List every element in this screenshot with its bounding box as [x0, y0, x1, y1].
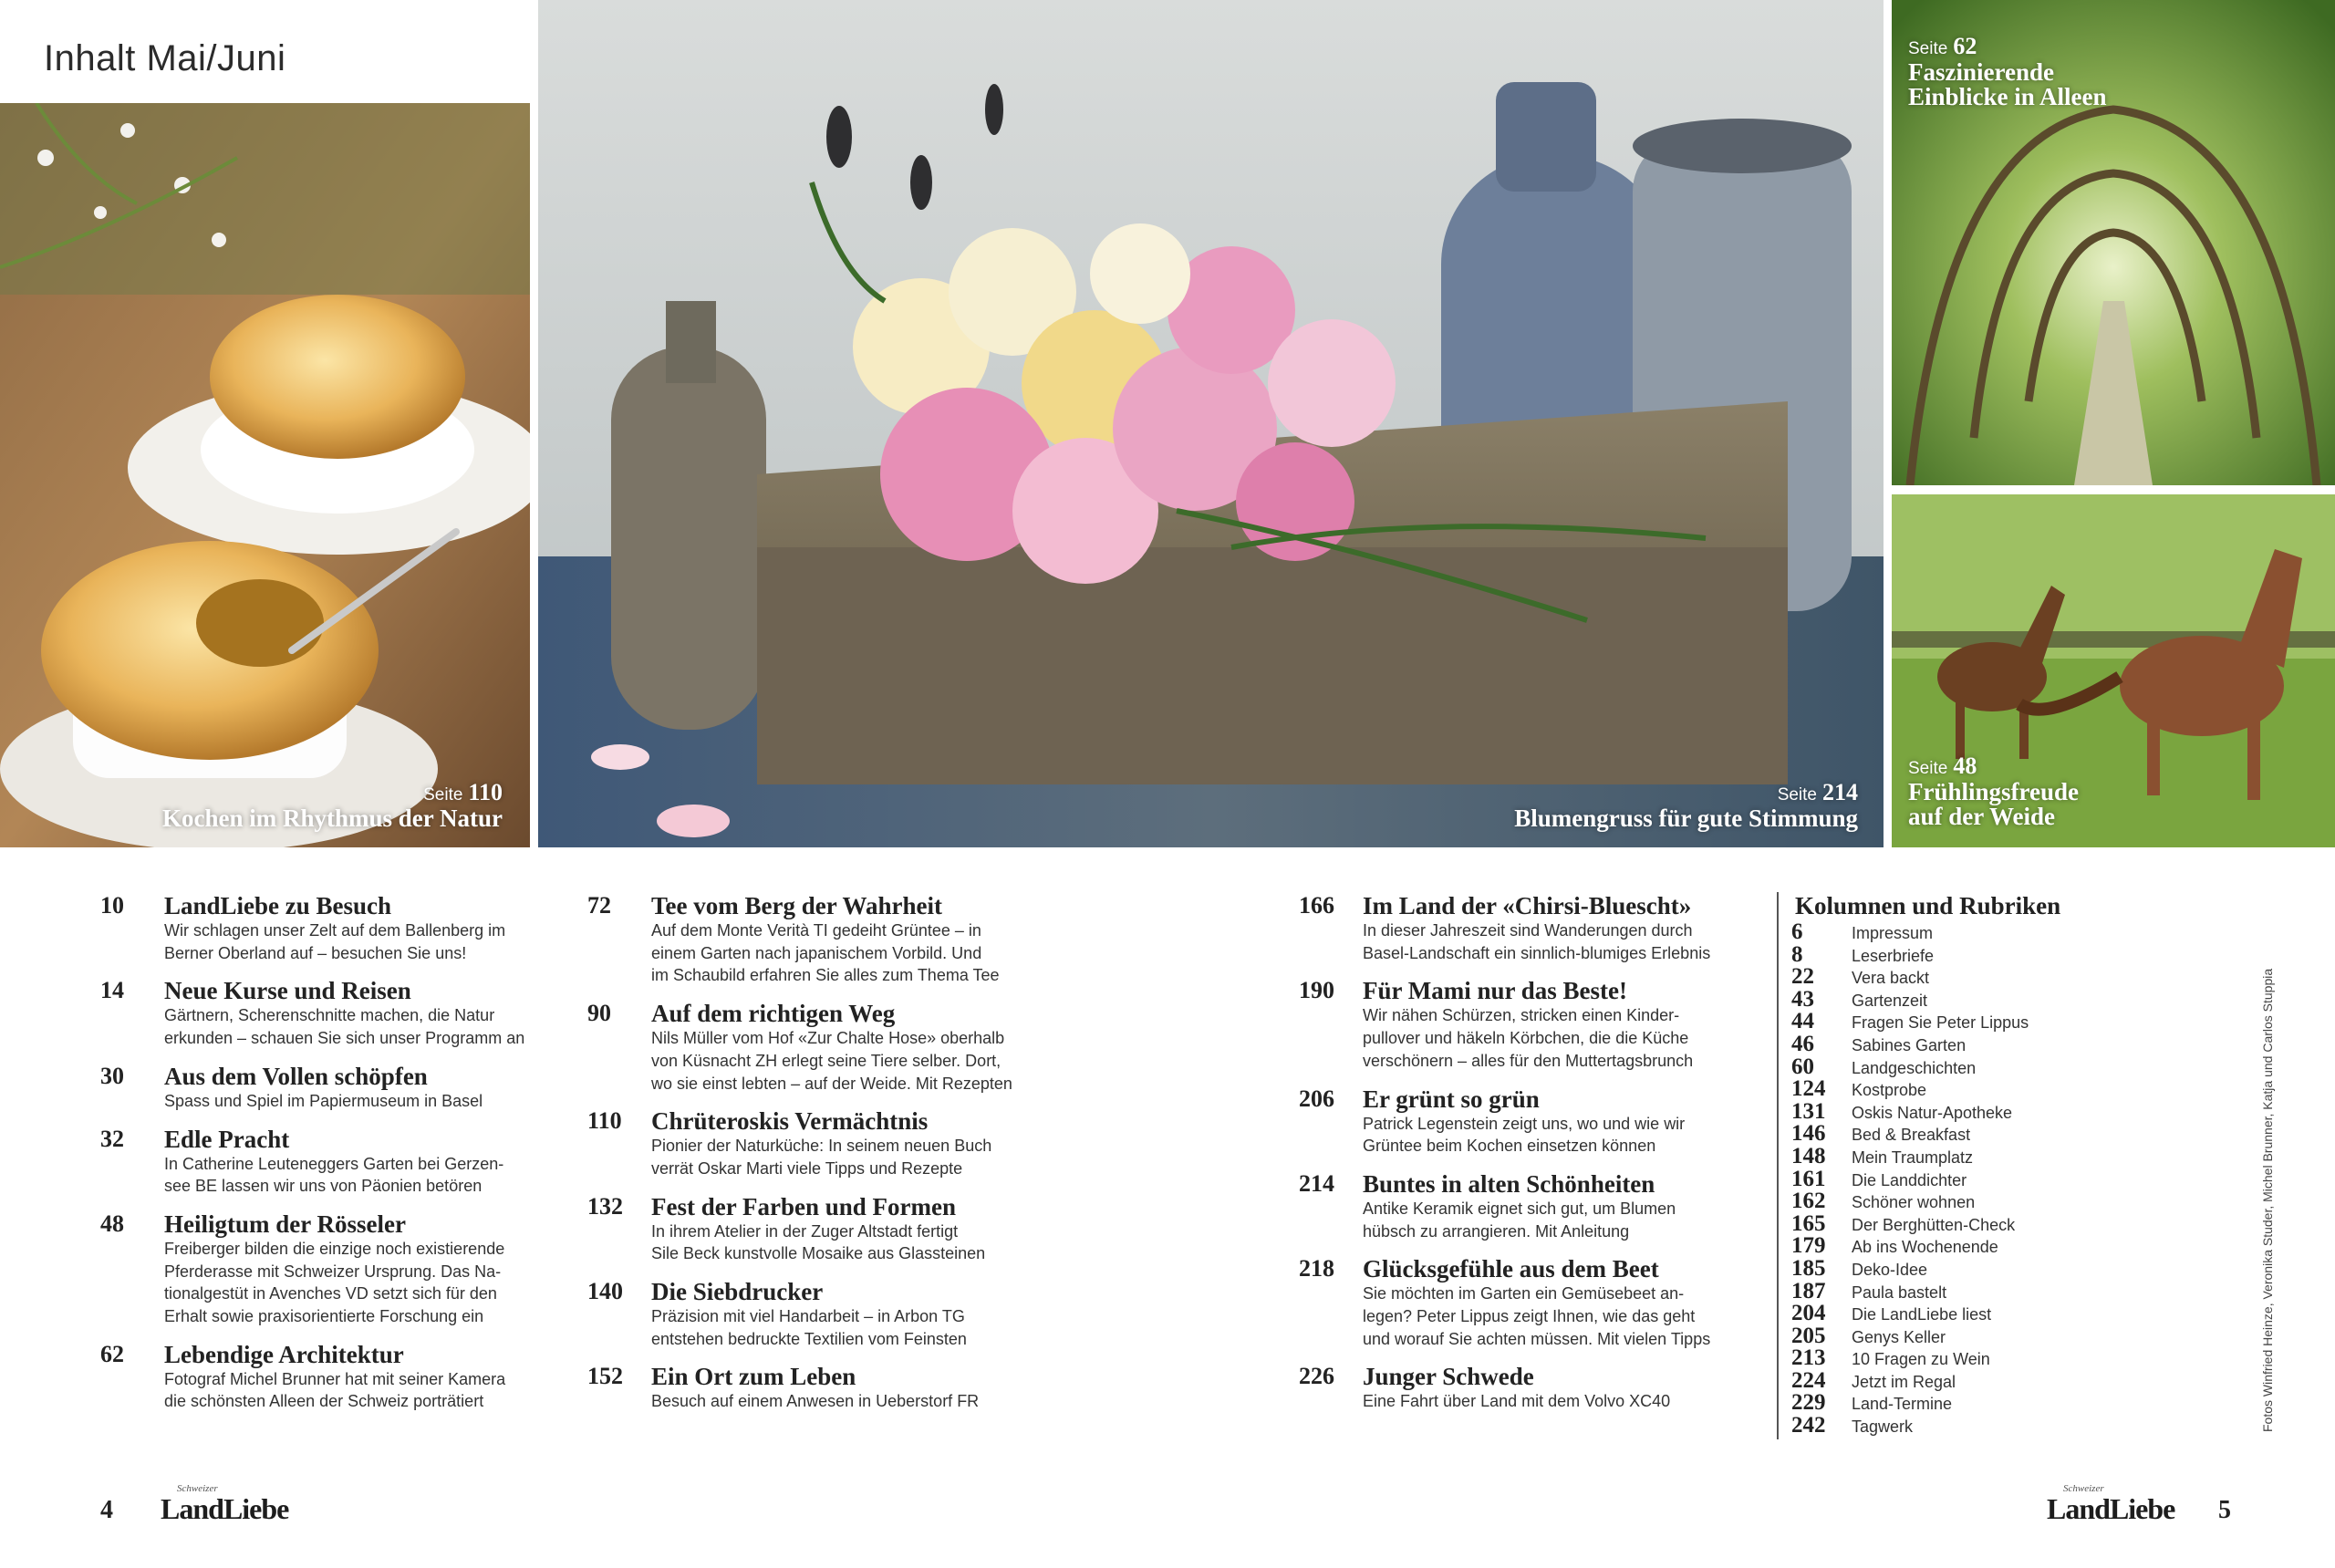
- kolumnen-item-page: 8: [1791, 941, 1803, 967]
- kolumnen-item-label: 10 Fragen zu Wein: [1852, 1350, 1990, 1369]
- alley-caption-title-2: Einblicke in Alleen: [1908, 83, 2107, 110]
- food-photo: [0, 103, 530, 847]
- toc-entry-description-line: Auf dem Monte Verità TI gedeiht Grüntee – in: [651, 921, 981, 940]
- horse-photo: [1892, 494, 2335, 847]
- toc-entry-title: Neue Kurse und Reisen: [164, 977, 411, 1005]
- toc-entry-description-line: Grüntee beim Kochen einsetzen können: [1363, 1137, 1656, 1156]
- toc-entry-page: 140: [587, 1278, 623, 1305]
- kolumnen-item-page: 131: [1791, 1098, 1826, 1124]
- toc-entry-description-line: Sile Beck kunstvolle Mosaike aus Glassteinen: [651, 1244, 986, 1263]
- toc-entry-page: 10: [100, 892, 124, 919]
- toc-entry-description-line: Pionier der Naturküche: In seinem neuen Buch: [651, 1137, 992, 1156]
- flower-caption[interactable]: [1311, 779, 1858, 831]
- toc-entry-description-line: Antike Keramik eignet sich gut, um Blumen: [1363, 1199, 1676, 1218]
- alley-photo: [1892, 0, 2335, 485]
- food-caption[interactable]: [28, 779, 503, 831]
- toc-entry-page: 214: [1299, 1169, 1334, 1197]
- kolumnen-item-label: Landgeschichten: [1852, 1058, 1977, 1077]
- kolumnen-item[interactable]: [1791, 1415, 2083, 1438]
- kolumnen-item-label: Sabines Garten: [1852, 1035, 1967, 1054]
- toc-entry-description-line: die schönsten Alleen der Schweiz porträtiert: [164, 1392, 484, 1411]
- toc-entry-description-line: Patrick Legenstein zeigt uns, wo und wie wir: [1363, 1114, 1686, 1133]
- toc-entry-page: 62: [100, 1340, 124, 1367]
- flower-page-number: 214: [1822, 779, 1858, 805]
- food-page-number: 110: [468, 779, 503, 805]
- kolumnen-item-label: Paula bastelt: [1852, 1282, 1947, 1302]
- toc-entry[interactable]: [1299, 892, 1755, 964]
- kolumnen-item[interactable]: [1791, 941, 2083, 967]
- toc-entry-description-line: tionalgestüt in Avenches VD setzt sich für den: [164, 1284, 497, 1303]
- toc-entry-page: 166: [1299, 892, 1334, 919]
- kolumnen-item-label: Genys Keller: [1852, 1327, 1946, 1346]
- toc-entry-title: Die Siebdrucker: [651, 1278, 824, 1306]
- kolumnen-item[interactable]: [1791, 1235, 2083, 1258]
- kolumnen-item-label: Bed & Breakfast: [1852, 1126, 1971, 1145]
- toc-entry-body: [164, 1063, 575, 1113]
- toc-entry-description-line: Präzision mit viel Handarbeit – in Arbon TG: [651, 1307, 965, 1326]
- toc-entry-body: [651, 1278, 1062, 1350]
- kolumnen-item[interactable]: [1791, 1123, 2083, 1146]
- toc-entry-page: 206: [1299, 1085, 1334, 1112]
- kolumnen-item-page: 162: [1791, 1189, 1826, 1214]
- kolumnen-list: [1791, 921, 2083, 1438]
- kolumnen-item-page: 6: [1791, 919, 1803, 944]
- toc-entry[interactable]: [587, 1193, 1062, 1265]
- toc-entry-description-line: see BE lassen wir uns von Päonien betören: [164, 1177, 483, 1196]
- toc-entry[interactable]: [1299, 1170, 1755, 1242]
- page-number-left: 4: [100, 1496, 113, 1524]
- toc-entry-title: Heiligtum der Rösseler: [164, 1210, 406, 1238]
- toc-entry-title: Glücksgefühle aus dem Beet: [1363, 1255, 1659, 1283]
- toc-entry-description-line: Nils Müller vom Hof «Zur Chalte Hose» oberhalb: [651, 1029, 1005, 1048]
- kolumnen-item-page: 44: [1791, 1009, 1814, 1034]
- toc-entry-description-line: Fotograf Michel Brunner hat mit seiner Kamera: [164, 1369, 506, 1388]
- kolumnen-item-page: 148: [1791, 1143, 1826, 1168]
- kolumnen-item[interactable]: [1791, 1078, 2083, 1101]
- kolumnen-item-label: Schöner wohnen: [1852, 1193, 1976, 1212]
- toc-entry-page: 132: [587, 1192, 623, 1220]
- toc-entry-page: 48: [100, 1210, 124, 1237]
- toc-entry-body: [1363, 1170, 1755, 1242]
- toc-entry-page: 190: [1299, 977, 1334, 1004]
- toc-entry-description-line: In dieser Jahreszeit sind Wanderungen durch: [1363, 921, 1693, 940]
- toc-entry[interactable]: [587, 1000, 1062, 1095]
- kolumnen-item-page: 46: [1791, 1031, 1814, 1056]
- toc-entry-description-line: Pferderasse mit Schweizer Ursprung. Das Na-: [164, 1262, 502, 1281]
- kolumnen-item[interactable]: [1791, 1392, 2083, 1415]
- toc-entry-page: 226: [1299, 1363, 1334, 1390]
- toc-entry[interactable]: [1299, 1085, 1755, 1158]
- kolumnen-item-label: Land-Termine: [1852, 1395, 1953, 1414]
- page-title: Inhalt Mai/Juni: [44, 38, 286, 78]
- logo-right-text: LandLiebe: [2047, 1492, 2175, 1525]
- horse-page-number: 48: [1953, 753, 1977, 779]
- kolumnen-item-page: 60: [1791, 1054, 1814, 1079]
- toc-entry-body: [1363, 977, 1755, 1072]
- toc-entry-page: 152: [587, 1363, 623, 1390]
- toc-entry-description-line: entstehen bedruckte Textilien vom Feinsten: [651, 1329, 967, 1348]
- kolumnen-item[interactable]: [1791, 1347, 2083, 1370]
- toc-entry-title: Edle Pracht: [164, 1125, 290, 1153]
- kolumnen-item-page: 242: [1791, 1413, 1826, 1438]
- toc-entry-description-line: einem Garten nach japanischem Vorbild. Und: [651, 943, 982, 962]
- kolumnen-item-page: 224: [1791, 1367, 1826, 1393]
- toc-entry-body: [651, 1193, 1062, 1265]
- toc-entry-description-line: In Catherine Leuteneggers Garten bei Gerzen-: [164, 1154, 504, 1173]
- toc-entry-page: 32: [100, 1125, 124, 1152]
- toc-entry-description-line: Erhalt sowie praxisorientierte Forschung ein: [164, 1307, 484, 1326]
- alley-caption-title-1: Faszinierende: [1908, 58, 2054, 86]
- toc-entry-body: [651, 892, 1062, 987]
- toc-entry-description-line: Berner Oberland auf – besuchen Sie uns!: [164, 943, 467, 962]
- kolumnen-item-label: Deko-Idee: [1852, 1260, 1928, 1279]
- kolumnen-item-label: Ab ins Wochenende: [1852, 1238, 1998, 1257]
- kolumnen-item-label: Oskis Natur-Apotheke: [1852, 1103, 2013, 1122]
- toc-entry[interactable]: [1299, 977, 1755, 1072]
- kolumnen-item-label: Jetzt im Regal: [1852, 1372, 1956, 1391]
- kolumnen-item-page: 229: [1791, 1390, 1826, 1416]
- toc-entry-page: 72: [587, 892, 611, 919]
- kolumnen-item-page: 124: [1791, 1076, 1826, 1102]
- toc-entry[interactable]: [587, 1278, 1062, 1350]
- kolumnen-item-label: Vera backt: [1852, 969, 1930, 988]
- kolumnen-item-page: 179: [1791, 1233, 1826, 1259]
- kolumnen-item-page: 161: [1791, 1166, 1826, 1191]
- toc-entry-page: 90: [587, 1000, 611, 1027]
- toc-entry-title: Tee vom Berg der Wahrheit: [651, 892, 942, 919]
- toc-entry-title: Auf dem richtigen Weg: [651, 1000, 896, 1028]
- toc-entry[interactable]: [100, 1063, 575, 1113]
- logo-left: [161, 1483, 289, 1526]
- kolumnen-item-label: Gartenzeit: [1852, 991, 1928, 1010]
- logo-left-text: LandLiebe: [161, 1492, 289, 1525]
- toc-column-a: [100, 892, 575, 1426]
- kolumnen-item[interactable]: [1791, 1210, 2083, 1236]
- logo-right-kicker: Schweizer: [2063, 1483, 2104, 1494]
- toc-entry-body: [1363, 1085, 1755, 1158]
- kolumnen-item-label: Leserbriefe: [1852, 946, 1935, 965]
- toc-entry-body: [651, 1363, 1062, 1413]
- toc-entry[interactable]: [100, 977, 575, 1049]
- toc-entry-body: [164, 1210, 575, 1328]
- food-caption-title: Kochen im Rhythmus der Natur: [161, 805, 503, 832]
- kolumnen-item[interactable]: [1791, 966, 2083, 989]
- toc-entry-title: Für Mami nur das Beste!: [1363, 977, 1627, 1005]
- toc-entry-description-line: Basel-Landschaft ein sinnlich-blumiges Erlebnis: [1363, 943, 1711, 962]
- toc-entry-description-line: im Schaubild erfahren Sie alles zum Thema Tee: [651, 966, 1000, 985]
- toc-entry[interactable]: [100, 892, 575, 964]
- kolumnen-item[interactable]: [1791, 921, 2083, 944]
- horse-caption-title-2: auf der Weide: [1908, 803, 2056, 830]
- kolumnen-item[interactable]: [1791, 1098, 2083, 1124]
- kolumnen-item-label: Kostprobe: [1852, 1081, 1927, 1100]
- toc-entry[interactable]: [100, 1126, 575, 1198]
- toc-entry-body: [1363, 1363, 1755, 1413]
- toc-entry-title: Aus dem Vollen schöpfen: [164, 1062, 428, 1090]
- toc-column-c: [1299, 892, 1755, 1426]
- toc-entry-title: LandLiebe zu Besuch: [164, 892, 392, 919]
- toc-entry[interactable]: [587, 892, 1062, 987]
- toc-entry[interactable]: [100, 1341, 575, 1413]
- kolumnen-item-page: 205: [1791, 1323, 1826, 1348]
- flower-seite-label: Seite: [1777, 785, 1817, 805]
- toc-entry-description-line: hübsch zu arrangieren. Mit Anleitung: [1363, 1221, 1630, 1241]
- kolumnen-item[interactable]: [1791, 1278, 2083, 1303]
- photo-credits: Fotos Winfried Heinze, Veronika Studer, Michel Brunner, Katja und Carlos Stuppia: [2260, 968, 2275, 1432]
- toc-entry-description-line: Besuch auf einem Anwesen in Ueberstorf FR: [651, 1392, 980, 1411]
- kolumnen-item[interactable]: [1791, 1303, 2083, 1325]
- kolumnen-item-page: 213: [1791, 1345, 1826, 1371]
- kolumnen-rubriken: [1777, 892, 2083, 1439]
- toc-entry[interactable]: [587, 1363, 1062, 1413]
- toc-entry-description-line: Sie möchten im Garten ein Gemüsebeet an-: [1363, 1284, 1685, 1303]
- toc-entry-title: Chrüteroskis Vermächtnis: [651, 1107, 929, 1136]
- kolumnen-item[interactable]: [1791, 1367, 2083, 1393]
- toc-entry-body: [164, 892, 575, 964]
- kolumnen-item[interactable]: [1791, 1033, 2083, 1056]
- toc-entry-page: 30: [100, 1062, 124, 1089]
- kolumnen-item-page: 22: [1791, 964, 1814, 990]
- logo-left-kicker: Schweizer: [177, 1483, 218, 1494]
- alley-caption[interactable]: [1908, 33, 2309, 109]
- toc-entry[interactable]: [1299, 1255, 1755, 1350]
- toc-entry-description-line: Freiberger bilden die einzige noch existierende: [164, 1239, 505, 1258]
- kolumnen-item[interactable]: [1791, 1255, 2083, 1281]
- toc-entry-description-line: Wir schlagen unser Zelt auf dem Ballenberg im: [164, 921, 506, 940]
- toc-entry-body: [1363, 892, 1755, 964]
- toc-entry-description-line: erkunden – schauen Sie sich unser Programm an: [164, 1029, 525, 1048]
- horse-caption[interactable]: [1908, 753, 2309, 829]
- toc-entry-description-line: verrät Oskar Marti viele Tipps und Rezepte: [651, 1158, 963, 1178]
- toc-entry-page: 14: [100, 977, 124, 1004]
- horse-seite-label: Seite: [1908, 759, 1948, 778]
- kolumnen-item-page: 165: [1791, 1210, 1826, 1236]
- kolumnen-item[interactable]: [1791, 986, 2083, 1012]
- toc-entry-description-line: In ihrem Atelier in der Zuger Altstadt fertigt: [651, 1221, 959, 1241]
- toc-entry-description-line: verschönern – alles für den Muttertagsbrunch: [1363, 1051, 1694, 1070]
- horse-caption-title-1: Frühlingsfreude: [1908, 778, 2080, 805]
- page-number-right: 5: [2218, 1496, 2231, 1524]
- toc-entry-description-line: Wir nähen Schürzen, stricken einen Kinder-: [1363, 1006, 1680, 1025]
- toc-entry-title: Lebendige Architektur: [164, 1340, 404, 1368]
- toc-column-b: [587, 892, 1062, 1426]
- toc-entry[interactable]: [1299, 1363, 1755, 1413]
- toc-entry-description-line: und worauf Sie achten müssen. Mit vielen Tipps: [1363, 1329, 1711, 1348]
- food-photo-art: [0, 103, 530, 847]
- kolumnen-title: Kolumnen und Rubriken: [1795, 892, 2061, 919]
- toc-entry-title: Junger Schwede: [1363, 1363, 1534, 1391]
- toc-entry-body: [164, 1126, 575, 1198]
- toc-entry-title: Buntes in alten Schönheiten: [1363, 1169, 1655, 1198]
- flower-caption-title: Blumengruss für gute Stimmung: [1514, 805, 1858, 832]
- toc-entry-description-line: pullover und häkeln Körbchen, die die Küche: [1363, 1029, 1689, 1048]
- alley-seite-label: Seite: [1908, 39, 1948, 58]
- toc-entry-description-line: wo sie einst lebten – auf der Weide. Mit Rezepten: [651, 1074, 1012, 1093]
- kolumnen-item[interactable]: [1791, 1190, 2083, 1213]
- toc-entry-description-line: legen? Peter Lippus zeigt Ihnen, wie das geht: [1363, 1307, 1696, 1326]
- toc-entry-description-line: von Küsnacht ZH erlegt seine Tiere selber. Dort,: [651, 1051, 1001, 1070]
- kolumnen-item-page: 43: [1791, 986, 1814, 1012]
- kolumnen-item-label: Tagwerk: [1852, 1417, 1914, 1437]
- flower-photo-art: [538, 0, 1884, 847]
- kolumnen-item-label: Die LandLiebe liest: [1852, 1305, 1992, 1324]
- kolumnen-item-label: Die Landdichter: [1852, 1170, 1967, 1189]
- toc-entry-title: Fest der Farben und Formen: [651, 1192, 956, 1220]
- kolumnen-item-label: Impressum: [1852, 924, 1934, 942]
- toc-entry[interactable]: [587, 1107, 1062, 1179]
- toc-entry-description-line: Spass und Spiel im Papiermuseum in Basel: [164, 1091, 483, 1110]
- kolumnen-item[interactable]: [1791, 1056, 2083, 1079]
- toc-entry-body: [1363, 1255, 1755, 1350]
- kolumnen-item[interactable]: [1791, 1325, 2083, 1348]
- toc-entry-page: 218: [1299, 1255, 1334, 1282]
- toc-entry-title: Im Land der «Chirsi-Bluescht»: [1363, 892, 1692, 919]
- toc-entry-body: [651, 1000, 1062, 1095]
- kolumnen-item-page: 146: [1791, 1121, 1826, 1147]
- alley-page-number: 62: [1953, 33, 1977, 59]
- kolumnen-item-page: 187: [1791, 1278, 1826, 1303]
- food-seite-label: Seite: [423, 785, 463, 805]
- toc-entry-title: Er grünt so grün: [1363, 1085, 1540, 1113]
- flower-photo: [538, 0, 1884, 847]
- kolumnen-item[interactable]: [1791, 1168, 2083, 1191]
- toc-entry-page: 110: [587, 1107, 622, 1135]
- toc-entry-description-line: Eine Fahrt über Land mit dem Volvo XC40: [1363, 1392, 1671, 1411]
- kolumnen-item[interactable]: [1791, 1143, 2083, 1168]
- toc-entry-title: Ein Ort zum Leben: [651, 1363, 856, 1391]
- logo-right: [2047, 1483, 2175, 1526]
- kolumnen-item[interactable]: [1791, 1011, 2083, 1033]
- kolumnen-item-page: 204: [1791, 1301, 1826, 1326]
- toc-entry-body: [164, 1341, 575, 1413]
- kolumnen-item-page: 185: [1791, 1255, 1826, 1281]
- toc-entry[interactable]: [100, 1210, 575, 1328]
- kolumnen-item-label: Der Berghütten-Check: [1852, 1215, 2016, 1234]
- kolumnen-item-label: Fragen Sie Peter Lippus: [1852, 1013, 2029, 1033]
- toc-entry-description-line: Gärtnern, Scherenschnitte machen, die Natur: [164, 1006, 495, 1025]
- toc-entry-body: [164, 977, 575, 1049]
- kolumnen-item-label: Mein Traumplatz: [1852, 1147, 1974, 1167]
- toc-entry-body: [651, 1107, 1062, 1179]
